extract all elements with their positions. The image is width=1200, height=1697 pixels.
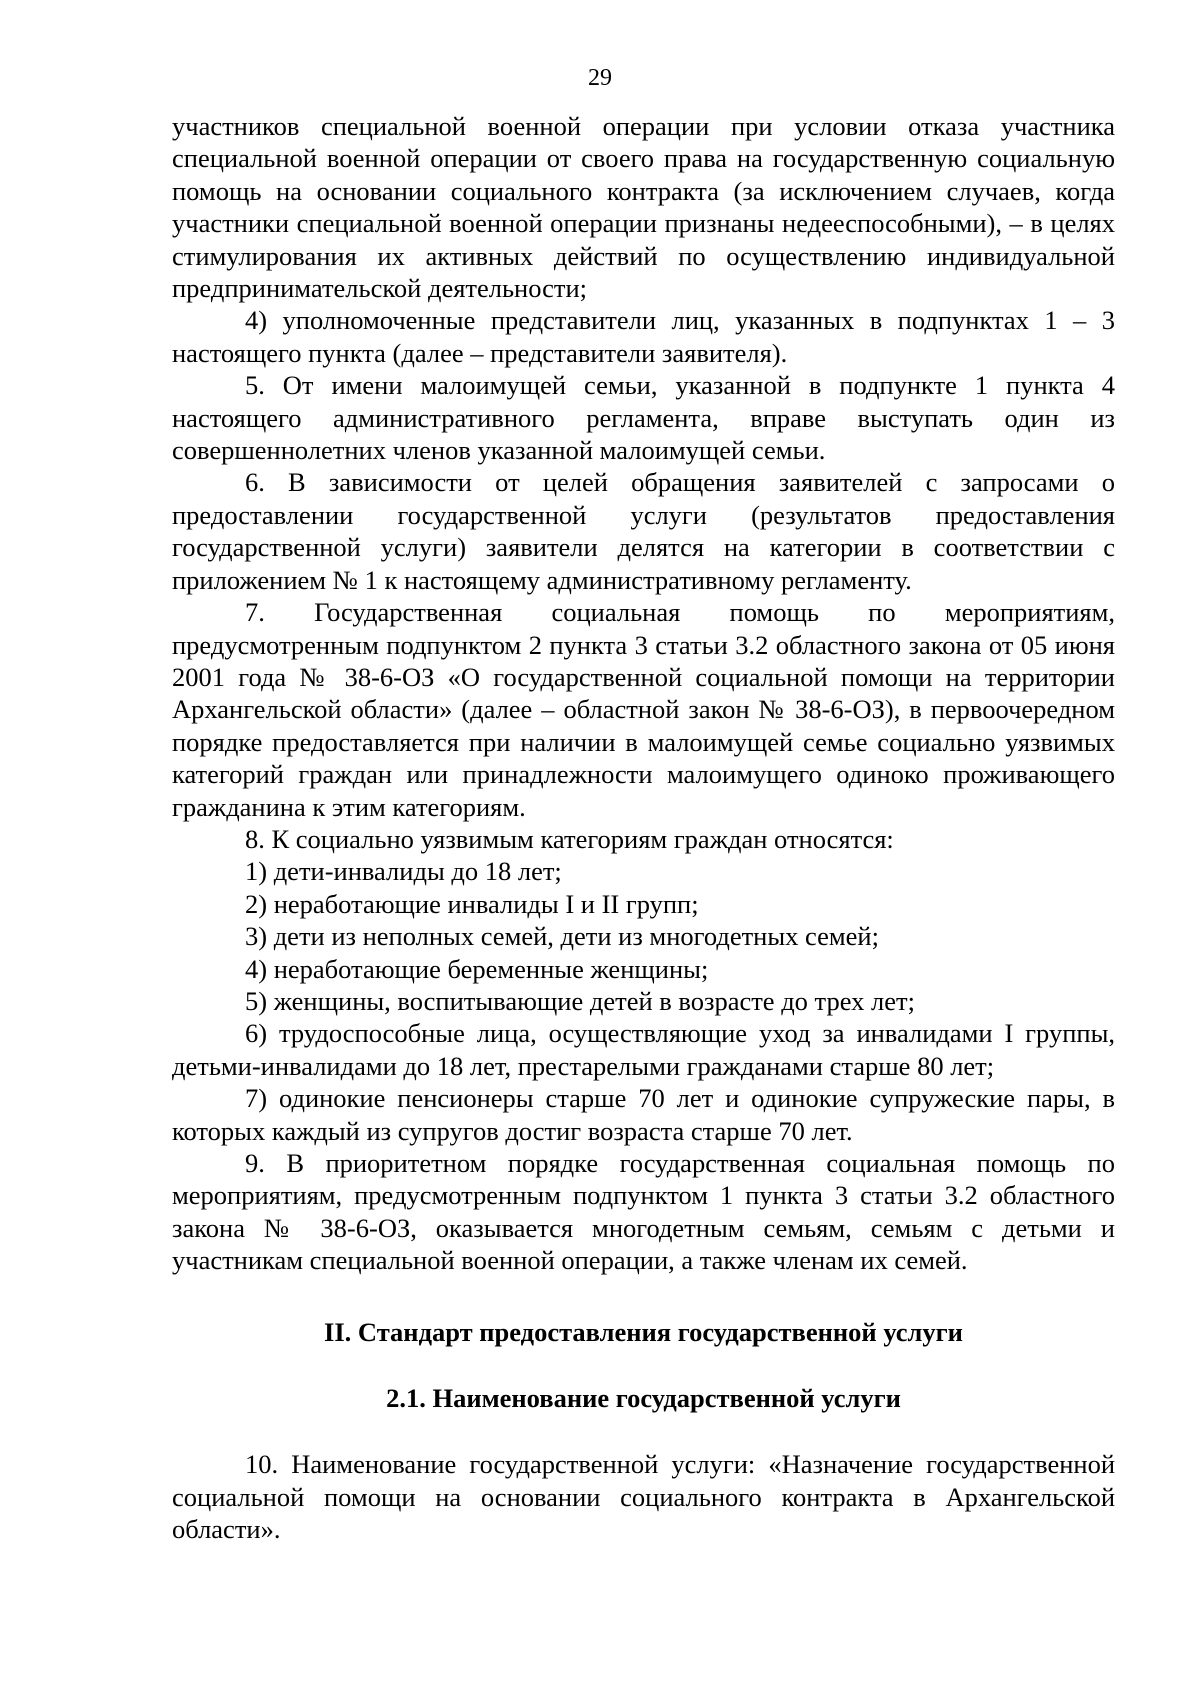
paragraph-8: 8. К социально уязвимым категориям граждан относятся: [245, 823, 894, 854]
list-item-8-3: 3) дети из неполных семей, дети из многодетных семей; [245, 921, 879, 952]
list-item-8-6: 6) трудоспособные лица, осуществляющие уход за инвалидами I группы, детьми-инвалидами до 18 лет, престарелыми гражданами старше 80 лет; [172, 1018, 1115, 1081]
paragraph-5: 5. От имени малоимущей семьи, указанной в подпункте 1 пункта 4 настоящего административного регламента, вправе выступать один из совершеннолетних членов указанной малоимущей семьи. [172, 370, 1115, 466]
paragraph-6: 6. В зависимости от целей обращения заявителей с запросами о предоставлении государственной услуги (результатов предоставления государственной услуги) заявители делятся на категории в соответствии с приложением № 1 к настоящему административному регламенту. [172, 467, 1115, 595]
section-heading: II. Стандарт предоставления государственной услуги [324, 1316, 963, 1347]
paragraph-item-4: 4) уполномоченные представители лиц, указанных в подпунктах 1 – 3 настоящего пункта (далее – представители заявителя). [172, 305, 1115, 368]
paragraph-continuation: участников специальной военной операции при условии отказа участника специальной военной операции от своего права на государственную социальную помощь на основании социального контракта (за исключением случаев, когда участники специальной военной операции признаны недееспособными), – в целях стимулирования их активных действий по осуществлению индивидуальной предпринимательской деятельности; [172, 111, 1115, 304]
paragraph-10: 10. Наименование государственной услуги: «Назначение государственной социальной помощи на основании социального контракта в Архангельской области». [172, 1449, 1115, 1545]
list-item-8-2: 2) неработающие инвалиды I и II групп; [245, 888, 699, 919]
subsection-heading: 2.1. Наименование государственной услуги [386, 1383, 901, 1414]
page-number: 29 [588, 65, 612, 91]
document-body [172, 110, 1115, 1546]
paragraph-7: 7. Государственная социальная помощь по мероприятиям, предусмотренным подпунктом 2 пункта 3 статьи 3.2 областного закона от 05 июня 2001 года № 38-6-ОЗ «О государственной социальной помощи на территории Архангельской области» (далее – областной закон № 38-6-ОЗ), в первоочередном порядке предоставляется при наличии в малоимущей семье социально уязвимых категорий граждан или принадлежности малоимущего одиноко проживающего гражданина к этим категориям. [172, 597, 1115, 822]
list-item-8-7: 7) одинокие пенсионеры старше 70 лет и одинокие супружеские пары, в которых каждый из супругов достиг возраста старше 70 лет. [172, 1083, 1115, 1146]
list-item-8-4: 4) неработающие беременные женщины; [245, 953, 709, 984]
paragraph-9: 9. В приоритетном порядке государственная социальная помощь по мероприятиям, предусмотренным подпунктом 1 пункта 3 статьи 3.2 областного закона № 38-6-ОЗ, оказывается многодетным семьям, семьям с детьми и участникам специальной военной операции, а также членам их семей. [172, 1148, 1115, 1276]
list-item-8-5: 5) женщины, воспитывающие детей в возрасте до трех лет; [245, 985, 915, 1016]
list-item-8-1: 1) дети-инвалиды до 18 лет; [245, 856, 562, 887]
